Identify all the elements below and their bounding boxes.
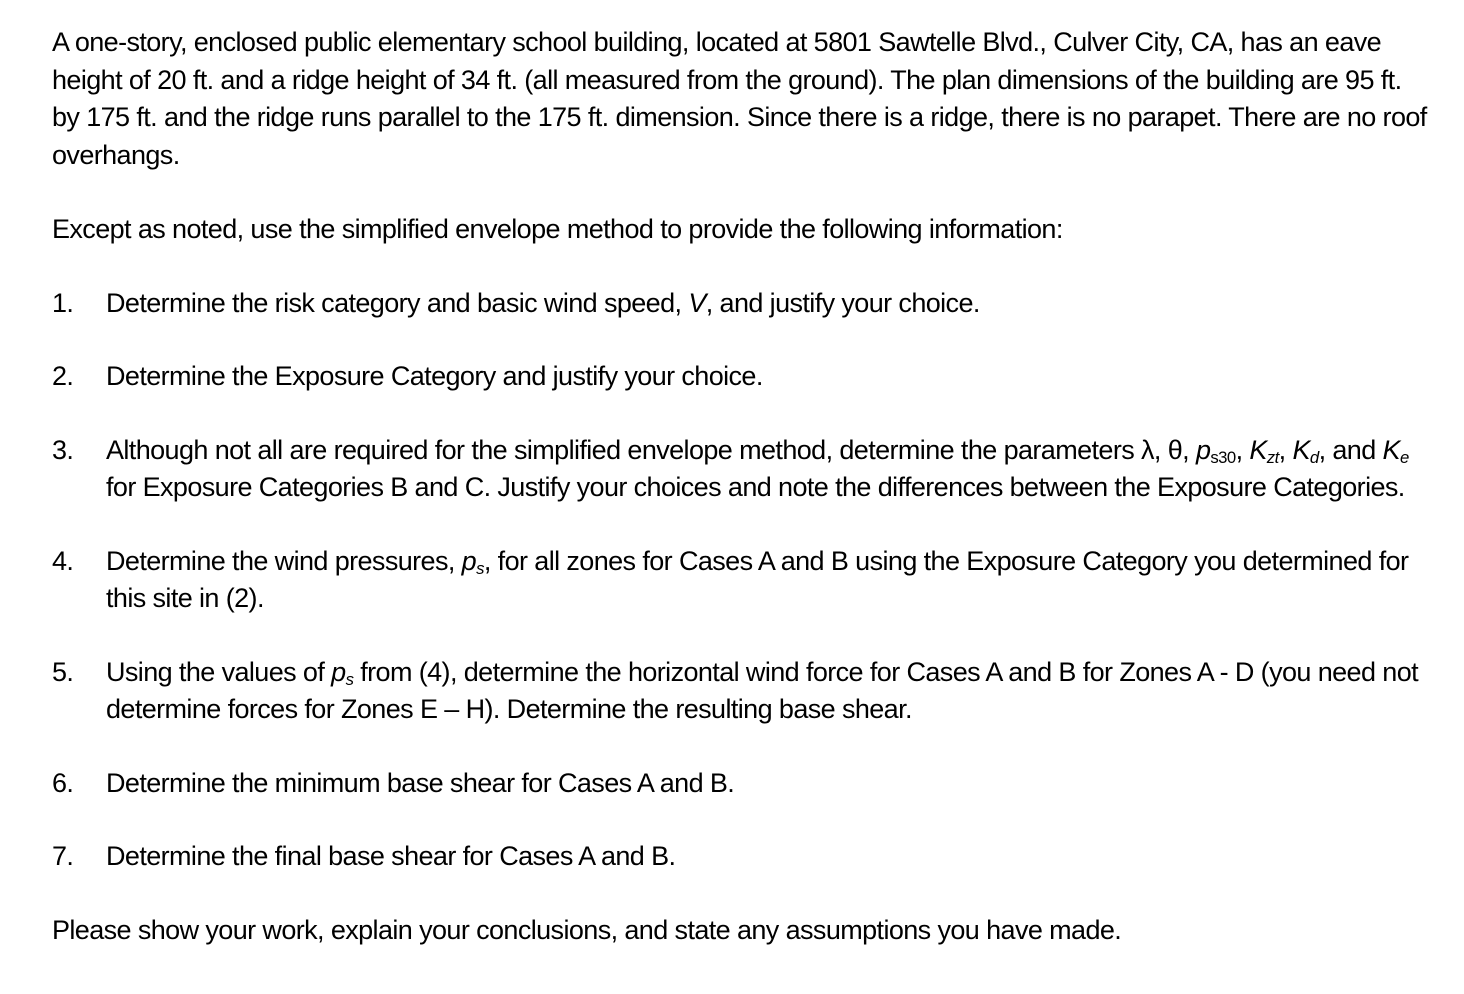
instructions-lead: Except as noted, use the simplified envelope method to provide the following information: [52, 214, 1063, 244]
question-text: Using the values of $p_s$ from (4), determine the horizontal wind force for Cases A and B for Zones A - D (you need not determine forces for Zones E – H). Determine the resulting base shear. [106, 656, 1419, 724]
question-text: Although not all are required for the simplified envelope method, determine the parameters λ, θ, $p_{s30}$, $K_{zt}$, $K_d$, and $K_e$ for Exposure Categories B and C. Justify your choices and note the differences between the Exposure Categories. [106, 434, 1409, 502]
question-3 [52, 432, 1432, 507]
question-number: 7. [52, 841, 74, 871]
ps-symbol: p [331, 656, 346, 687]
ps-symbol: p [461, 545, 477, 576]
kzt-symbol: K [1249, 434, 1267, 465]
kd-symbol: K [1292, 434, 1310, 465]
question-number: 3. [52, 434, 74, 465]
intro-paragraph: A one-story, enclosed public elementary school building, located at 5801 Sawtelle Blvd., Culver City, CA, has an eave height of 20 ft. and a ridge height of 34 ft. (all measured from the ground). The plan dimensions of the building are 95 ft. by 175 ft. and the ridge runs parallel to the 175 ft. dimension. Since there is a ridge, there is no parapet. There are no roof overhangs. [52, 27, 1427, 170]
ps30-symbol: p [1195, 434, 1211, 465]
question-number: 6. [52, 767, 74, 798]
question-number: 5. [52, 656, 74, 687]
wind-speed-symbol: V [688, 287, 706, 318]
problem-document [52, 24, 1432, 949]
question-5 [52, 654, 1432, 729]
closing-paragraph: Please show your work, explain your conclusions, and state any assumptions you have made. [52, 914, 1122, 945]
question-text: Determine the risk category and basic wind speed, V, and justify your choice. [106, 287, 980, 318]
question-7 [52, 838, 1432, 876]
question-4 [52, 543, 1432, 618]
question-text: Determine the Exposure Category and justify your choice. [106, 361, 763, 391]
question-list [52, 285, 1432, 876]
question-number: 4. [52, 545, 74, 576]
question-text: Determine the final base shear for Cases A and B. [106, 841, 676, 871]
ke-symbol: K [1382, 434, 1400, 465]
question-number: 1. [52, 287, 74, 318]
question-text: Determine the wind pressures, $p_s$, for all zones for Cases A and B using the Exposure Category you determined for this site in (2). [106, 545, 1409, 613]
question-1 [52, 285, 1432, 323]
question-2 [52, 358, 1432, 396]
question-text: Determine the minimum base shear for Cases A and B. [106, 767, 735, 798]
question-number: 2. [52, 361, 74, 391]
question-6 [52, 765, 1432, 803]
